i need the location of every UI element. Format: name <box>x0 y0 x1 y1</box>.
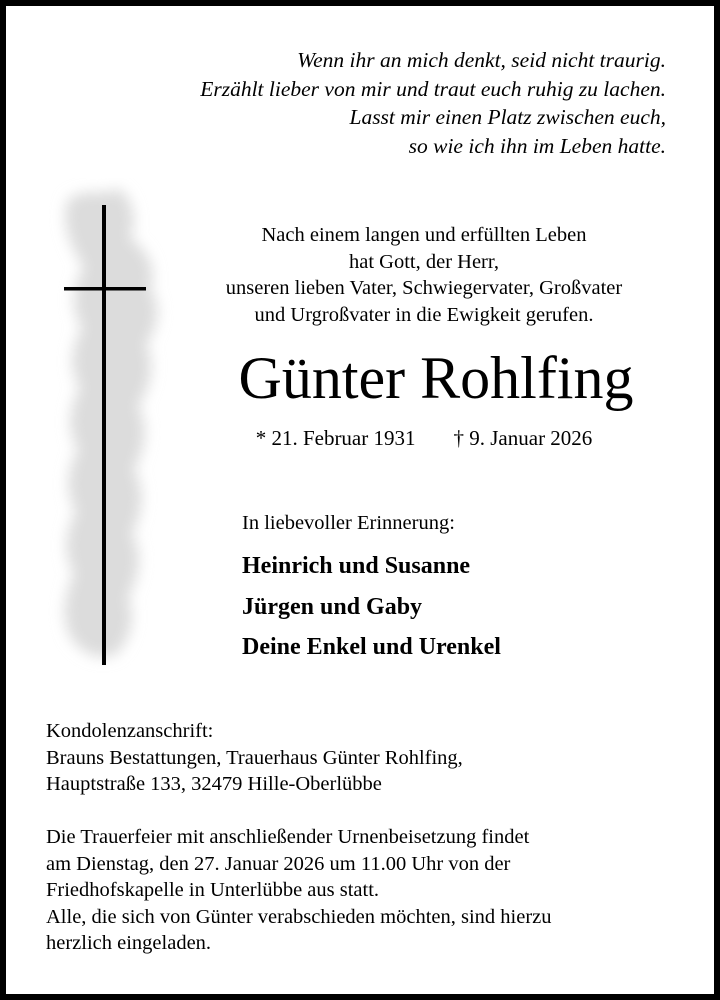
death-date: † 9. Januar 2026 <box>453 426 593 450</box>
mourners-list <box>242 546 501 668</box>
poem <box>200 46 666 160</box>
poem-line: so wie ich ihn im Leben hatte. <box>408 133 666 158</box>
ceremony-line: Die Trauerfeier mit anschließender Urnenbeisetzung findet <box>46 826 530 848</box>
mourner-line: Jürgen und Gaby <box>242 593 423 620</box>
intro-text <box>174 222 674 328</box>
condolence-line: Brauns Bestattungen, Trauerhaus Günter Rohlfing, <box>46 746 463 769</box>
intro-line: hat Gott, der Herr, <box>348 250 500 273</box>
mourner-line: Heinrich und Susanne <box>242 553 471 579</box>
birth-date: * 21. Februar 1931 <box>255 426 416 450</box>
condolence-line: Hauptstraße 133, 32479 Hille-Oberlübbe <box>46 773 382 795</box>
latin-cross-icon <box>46 178 176 678</box>
condolence-line: Kondolenzanschrift: <box>46 720 214 742</box>
cross-vertical-beam <box>102 205 106 665</box>
cross-horizontal-beam <box>64 287 146 291</box>
ceremony-line: Friedhofskapelle in Unterlübbe aus statt. <box>46 879 380 901</box>
intro-line: und Urgroßvater in die Ewigkeit gerufen. <box>254 303 594 326</box>
memory-line: In liebevoller Erinnerung: <box>242 512 455 534</box>
poem-line: Lasst mir einen Platz zwischen euch, <box>349 105 666 129</box>
intro-line: Nach einem langen und erfüllten Leben <box>261 224 587 246</box>
poem-line: Erzählt lieber von mir und traut euch ruhig zu lachen. <box>200 76 666 101</box>
poem-line: Wenn ihr an mich denkt, seid nicht traurig. <box>297 48 666 72</box>
life-dates <box>174 424 674 452</box>
ceremony-line: Alle, die sich von Günter verabschieden möchten, sind hierzu <box>46 905 552 928</box>
ceremony-line: herzlich eingeladen. <box>46 932 212 954</box>
condolence-address <box>46 718 463 798</box>
ceremony-info <box>46 824 552 957</box>
mourner-line: Deine Enkel und Urenkel <box>242 634 501 660</box>
deceased-name: Günter Rohlfing <box>238 345 634 411</box>
intro-line: unseren lieben Vater, Schwiegervater, Großvater <box>225 277 623 299</box>
ceremony-line: am Dienstag, den 27. Januar 2026 um 11.00 Uhr von der <box>46 852 511 875</box>
